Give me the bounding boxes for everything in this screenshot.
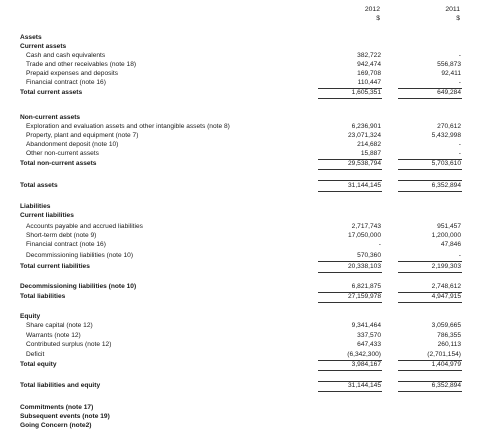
section-heading [0, 203, 480, 211]
value-2011: 270,612 [437, 123, 461, 130]
row-label: Cash and cash equivalents [26, 52, 106, 59]
value-2011: 6,352,894 [431, 182, 461, 189]
rule-line [318, 180, 382, 181]
value-2011: - [458, 52, 461, 59]
value-2011: 951,457 [437, 223, 461, 230]
row-label: Assets [20, 34, 42, 41]
row-label: Total current assets [20, 89, 83, 96]
table-row [0, 332, 480, 340]
row-label: Exploration and evaluation assets and other intangible assets (note 8) [26, 123, 230, 130]
subsection-heading [0, 114, 480, 122]
row-label: Deficit [26, 351, 45, 358]
value-2011: 6,352,894 [431, 382, 461, 389]
value-2011: 1,200,000 [431, 232, 461, 239]
row-label: Short-term debt (note 9) [26, 232, 97, 239]
row-label: Subsequent events (note 19) [20, 413, 110, 420]
table-row [0, 283, 480, 291]
value-2011: 4,947,915 [431, 293, 461, 300]
table-row [0, 341, 480, 349]
row-label: Warrants (note 12) [26, 332, 81, 339]
subsection-heading [0, 43, 480, 51]
rule-line [318, 302, 382, 303]
value-2012: - [378, 241, 381, 248]
value-2012: 6,821,875 [351, 283, 381, 290]
row-label: Decommissioning liabilities (note 10) [20, 283, 137, 290]
rule-line [318, 261, 382, 262]
row-label: Going Concern (note2) [20, 422, 92, 429]
value-2012: 1,605,351 [351, 89, 381, 96]
row-label: Financial contract (note 16) [26, 241, 106, 248]
rule-line [398, 302, 462, 303]
row-label: Property, plant and equipment (note 7) [26, 132, 139, 139]
value-2011: - [458, 252, 461, 259]
rule-line [398, 169, 462, 170]
rule-line [398, 98, 462, 99]
row-label: Total non-current assets [20, 160, 97, 167]
row-label: Financial contract (note 16) [26, 79, 106, 86]
value-2012: 110,447 [357, 79, 381, 86]
currency-label: $ [456, 15, 460, 22]
value-2011: 1,404,979 [431, 361, 461, 368]
rule-line [398, 370, 462, 371]
value-2012: 31,144,145 [347, 182, 381, 189]
table-row [0, 79, 480, 87]
table-row [0, 351, 480, 359]
rule-line [398, 391, 462, 392]
value-2011: 5,432,998 [431, 132, 461, 139]
value-2011: 260,113 [437, 341, 461, 348]
value-2011: 556,873 [437, 61, 461, 68]
value-2011: 3,059,665 [431, 322, 461, 329]
value-2011: 2,748,612 [431, 283, 461, 290]
subsection-heading [0, 212, 480, 220]
value-2012: (6,342,300) [347, 351, 381, 358]
year-label: 2011 [445, 6, 460, 13]
value-2012: 29,538,794 [347, 160, 381, 167]
value-2011: 2,199,303 [431, 263, 461, 270]
total-row [0, 89, 480, 97]
value-2012: 647,433 [357, 341, 381, 348]
row-label: Total assets [20, 182, 58, 189]
value-2011: - [458, 150, 461, 157]
row-label: Liabilities [20, 203, 51, 210]
total-row [0, 293, 480, 301]
value-2012: 23,071,324 [347, 132, 381, 139]
table-row [0, 132, 480, 140]
value-2012: 214,682 [357, 141, 381, 148]
total-row [0, 361, 480, 369]
row-label: Total equity [20, 361, 57, 368]
value-2012: 2,717,743 [351, 223, 381, 230]
total-row [0, 160, 480, 168]
row-label: Contributed surplus (note 12) [26, 341, 112, 348]
value-2012: 6,236,901 [351, 123, 381, 130]
row-label: Current assets [20, 43, 67, 50]
table-row [0, 322, 480, 330]
rule-line [398, 180, 462, 181]
table-row [0, 241, 480, 249]
value-2012: 15,887 [360, 150, 381, 157]
value-2011: 5,703,610 [431, 160, 461, 167]
table-row [0, 52, 480, 60]
value-2012: 337,570 [357, 332, 381, 339]
table-row [0, 61, 480, 69]
currency-label: $ [376, 15, 380, 22]
row-label: Total current liabilities [20, 263, 90, 270]
row-label: Total liabilities [20, 293, 66, 300]
rule-line [398, 272, 462, 273]
value-2012: 9,341,464 [351, 322, 381, 329]
row-label: Other non-current assets [26, 150, 99, 157]
note-row [0, 413, 480, 421]
row-label: Accounts payable and accrued liabilities [26, 223, 143, 230]
year-header-2011 [400, 5, 460, 23]
value-2011: 786,355 [437, 332, 461, 339]
row-label: Current liabilities [20, 212, 74, 219]
value-2012: 169,708 [357, 70, 381, 77]
rule-line [318, 98, 382, 99]
row-label: Non-current assets [20, 114, 81, 121]
table-row [0, 252, 480, 260]
row-label: Total liabilities and equity [20, 382, 101, 389]
table-row [0, 123, 480, 131]
value-2012: 17,050,000 [347, 232, 381, 239]
note-row [0, 404, 480, 412]
table-row [0, 223, 480, 231]
note-row [0, 422, 480, 430]
value-2011: (2,701,154) [427, 351, 461, 358]
rule-line [318, 272, 382, 273]
rule-line [398, 261, 462, 262]
total-row [0, 263, 480, 271]
table-row [0, 150, 480, 158]
rule-line [318, 169, 382, 170]
table-row [0, 70, 480, 78]
row-label: Share capital (note 12) [26, 322, 93, 329]
value-2012: 31,144,145 [347, 382, 381, 389]
value-2012: 942,474 [357, 61, 381, 68]
value-2012: 3,984,167 [351, 361, 381, 368]
value-2011: - [458, 79, 461, 86]
value-2011: - [458, 141, 461, 148]
year-header-2012 [320, 5, 380, 23]
table-row [0, 232, 480, 240]
value-2011: 47,846 [440, 241, 461, 248]
row-label: Commitments (note 17) [20, 404, 94, 411]
rule-line [318, 370, 382, 371]
row-label: Equity [20, 313, 41, 320]
value-2012: 27,159,978 [347, 293, 381, 300]
section-heading [0, 313, 480, 321]
rule-line [318, 391, 382, 392]
value-2012: 570,360 [357, 252, 381, 259]
total-row [0, 382, 480, 390]
row-label: Prepaid expenses and deposits [26, 70, 119, 77]
table-row [0, 141, 480, 149]
value-2011: 92,411 [441, 70, 461, 77]
row-label: Trade and other receivables (note 18) [26, 61, 137, 68]
value-2012: 20,338,103 [347, 263, 381, 270]
section-heading [0, 34, 480, 42]
row-label: Decommissioning liabilities (note 10) [26, 252, 134, 259]
rule-line [398, 191, 462, 192]
value-2011: 649,284 [437, 89, 461, 96]
rule-line [318, 191, 382, 192]
row-label: Abandonment deposit (note 10) [26, 141, 119, 148]
year-label: 2012 [364, 6, 380, 13]
value-2012: 382,722 [357, 52, 381, 59]
total-row [0, 182, 480, 190]
